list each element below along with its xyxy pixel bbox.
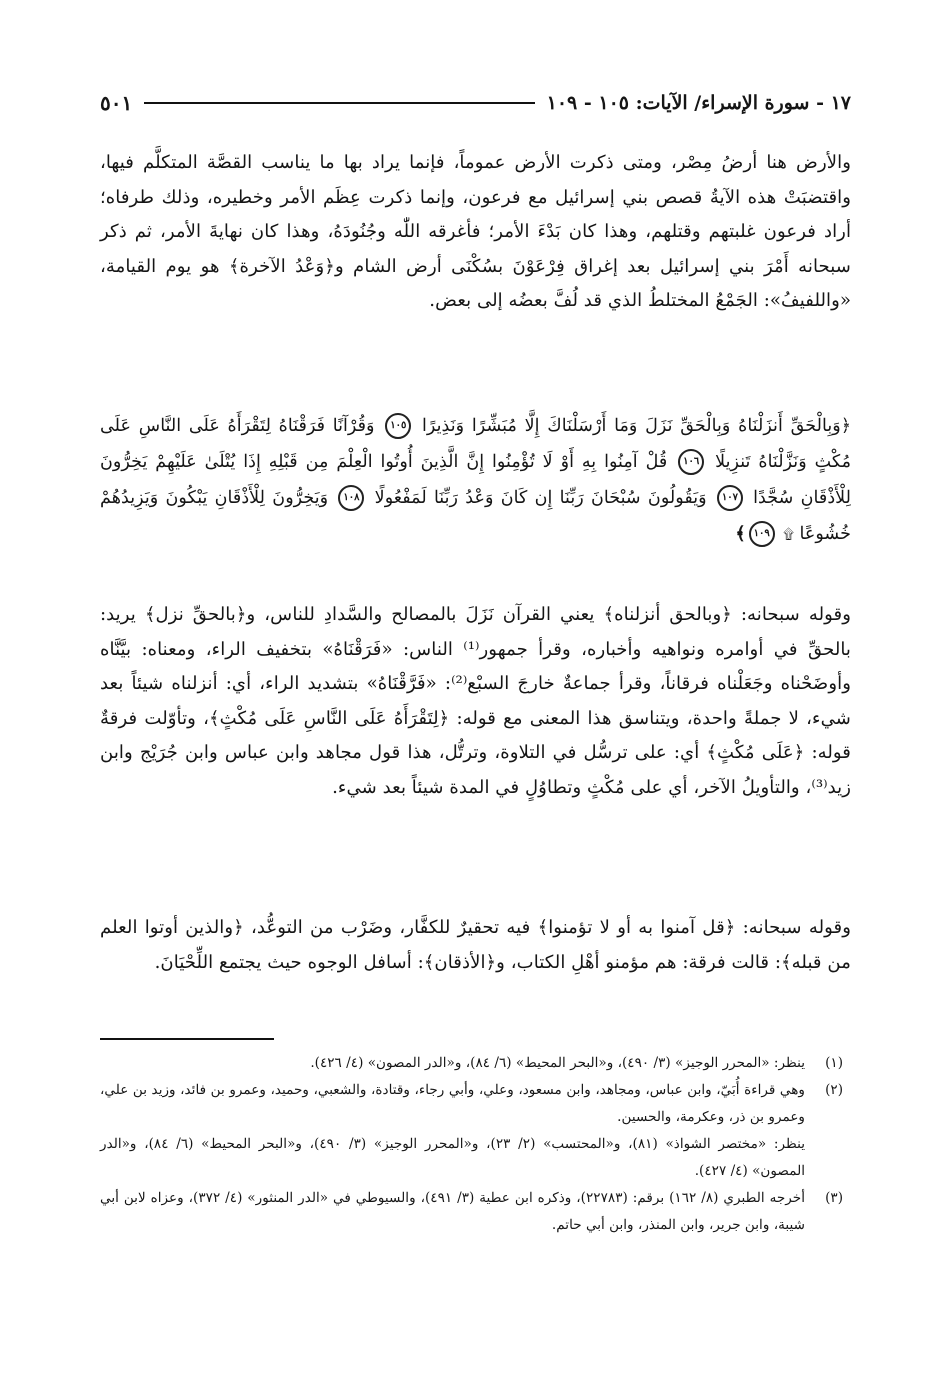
header-rule — [144, 102, 534, 104]
paragraph-1 — [100, 146, 851, 319]
footnote-text: ينظر: «مختصر الشواذ» (٨١)، و«المحتسب» (٢/ ٢٣)، و«المحرر الوجيز» (٣/ ٤٩٠)، و«البحر المحيط» (٦/ ٨٤)، و«الدر المصون» (٤/ ٤٢٧). — [100, 1136, 806, 1179]
paragraph-3 — [100, 911, 851, 980]
footnote-number: (٣) — [825, 1190, 843, 1206]
footnote-text: وهي قراءة أُبَيّ، وابن عباس، ومجاهد، وابن مسعود، وعلي، وأبي رجاء، وقتادة، والشعبي، وحميد، وعمرو بن فائد، وزيد بن علي، وعمرو بن ذر، وعكرمة، والحسين. — [100, 1082, 805, 1125]
footnote-text: ينظر: «المحرر الوجيز» (٣/ ٤٩٠)، و«البحر المحيط» (٦/ ٨٤)، و«الدر المصون» (٤/ ٤٢٦). — [310, 1055, 805, 1071]
ayah-number-marker: ١٠٧ — [717, 485, 743, 511]
closing-bracket: ﴾ — [735, 523, 746, 544]
footnote-item — [100, 1050, 851, 1077]
verse-text: ﴿وَبِالْحَقِّ أَنزَلْنَاهُ وَبِالْحَقِّ نَزَلَ وَمَا أَرْسَلْنَاكَ إِلَّا مُبَشِّرًا وَنَذِيرًا — [422, 416, 852, 436]
paragraph-2 — [100, 598, 851, 805]
quran-verses-block — [100, 408, 851, 553]
paragraph-text: وقوله سبحانه: ﴿قل آمنوا به أو لا تؤمنوا﴾ فيه تحقيرٌ للكفَّار، وضَرْب من التوعُّد، ﴿والذين أوتوا العلم من قبله﴾: قالت فرقة: هم مؤمنو أهْلِ الكتاب، و﴿الأذقان﴾: أسافل الوجوه حيث يجتمع اللِّحْيَانَ. — [100, 917, 851, 973]
quran-text — [100, 408, 851, 553]
page-number: ٥٠١ — [100, 91, 133, 115]
footnote-item — [100, 1077, 851, 1185]
footnote-number: (١) — [825, 1055, 843, 1071]
footnote-number: (٢) — [825, 1082, 843, 1098]
ayah-number-marker: ١٠٨ — [338, 485, 364, 511]
sajda-icon: ۩ — [783, 527, 794, 543]
paragraph-text: وقوله سبحانه: ﴿وبالحق أنزلناه﴾ يعني القرآن نَزَلَ بالمصالح والسَّدادِ للناس، و﴿بالحقِّ نزل﴾ يريد: بالحقِّ في أوامره ونواهيه وأخباره، وقرأ جمهور⁽¹⁾ الناس: «فَرَقْنَاهُ» بتخفيف الراء، ومعناه: بيَّنَّاه وأوضَحْناه وجَعَلْناه فرقاناً، وقرأ جماعةٌ خارجَ السبْع⁽²⁾: «فَرَّقْنَاهُ» بتشديد الراء، أي: أنزلناه شيئاً بعد شيء، لا جملةً واحدة، ويتناسق هذا المعنى مع قوله: ﴿لِتَقْرَأَهُ عَلَى النَّاسِ عَلَى مُكْثٍ﴾، وتأوّلت فرقةٌ قوله: ﴿عَلَى مُكْثٍ﴾ أي: على ترسُّل في التلاوة، وترتُّل، هذا قول مجاهد وابن عباس وابن جُرَيْج وابن زيد⁽³⁾، والتأويلُ الآخر، أي على مُكْثٍ وتطاوُلٍ في المدة شيئاً بعد شيء. — [100, 604, 851, 798]
running-header — [100, 86, 851, 120]
ayah-number-marker: ١٠٦ — [678, 449, 704, 475]
verse-text: وَيَقُولُونَ سُبْحَانَ رَبِّنَا إِن كَانَ وَعْدُ رَبِّنَا لَمَفْعُولًا — [374, 488, 707, 508]
verse-text: قُلْ آمِنُوا بِهِ أَوْ لَا تُؤْمِنُوا إِنَّ الَّذِينَ أُوتُوا الْعِلْمَ مِن قَبْلِهِ إِذَا يُتْلَىٰ عَلَيْهِمْ يَخِرُّونَ لِلْأَذْقَانِ سُجَّدًا — [100, 452, 852, 508]
footnote-item — [100, 1185, 851, 1239]
footnote-separator — [100, 1038, 274, 1040]
footnotes-section — [100, 1050, 851, 1239]
verse-text: وَيَخِرُّونَ لِلْأَذْقَانِ يَبْكُونَ وَيَزِيدُهُمْ خُشُوعًا — [100, 488, 851, 544]
ayah-number-marker: ١٠٩ — [749, 521, 775, 547]
paragraph-text: والأرض هنا أرضُ مِصْر، ومتى ذكرت الأرض عموماً، فإنما يراد بها ما يناسب القصَّة المتكلَّم فيها، واقتضبَتْ هذه الآيةُ قصص بني إسرائيل مع فرعون، وإنما ذكرت عِظَم الأمر وخطيره، وذلك طرفاه؛ أراد فرعون غلبتهم وقتلهم، وهذا كان بَدْءَ الأمر؛ فأغرقه اللّٰه وجُنُودَهُ، وهذا كان نهايةَ الأمر، ثم ذكر سبحانه أَمْرَ بني إسرائيل بعد إغراق فِرْعَوْنَ بسُكْنَى أرض الشام و﴿وَعْدُ الآخرة﴾ هو يوم القيامة، «واللفيفُ»: الجَمْعُ المختلطُ الذي قد لُفَّ بعضُه إلى بعض. — [100, 152, 851, 311]
ayah-number-marker: ١٠٥ — [385, 413, 411, 439]
verse-text: وَقُرْآنًا فَرَقْنَاهُ لِتَقْرَأَهُ عَلَى النَّاسِ عَلَى مُكْثٍ وَنَزَّلْنَاهُ تَنزِيلًا — [100, 416, 852, 472]
header-title: ١٧ - سورة الإسراء/ الآيات: ١٠٥ - ١٠٩ — [546, 92, 851, 114]
footnote-text: أخرجه الطبري (٨/ ١٦٢) برقم: (٢٢٧٨٣)، وذكره ابن عطية (٣/ ٤٩١)، والسيوطي في «الدر المنثور» (٤/ ٣٧٢)، وعزاه لابن أبي شيبة، وابن جرير، وابن المنذر، وابن أبي حاتم. — [100, 1190, 805, 1233]
